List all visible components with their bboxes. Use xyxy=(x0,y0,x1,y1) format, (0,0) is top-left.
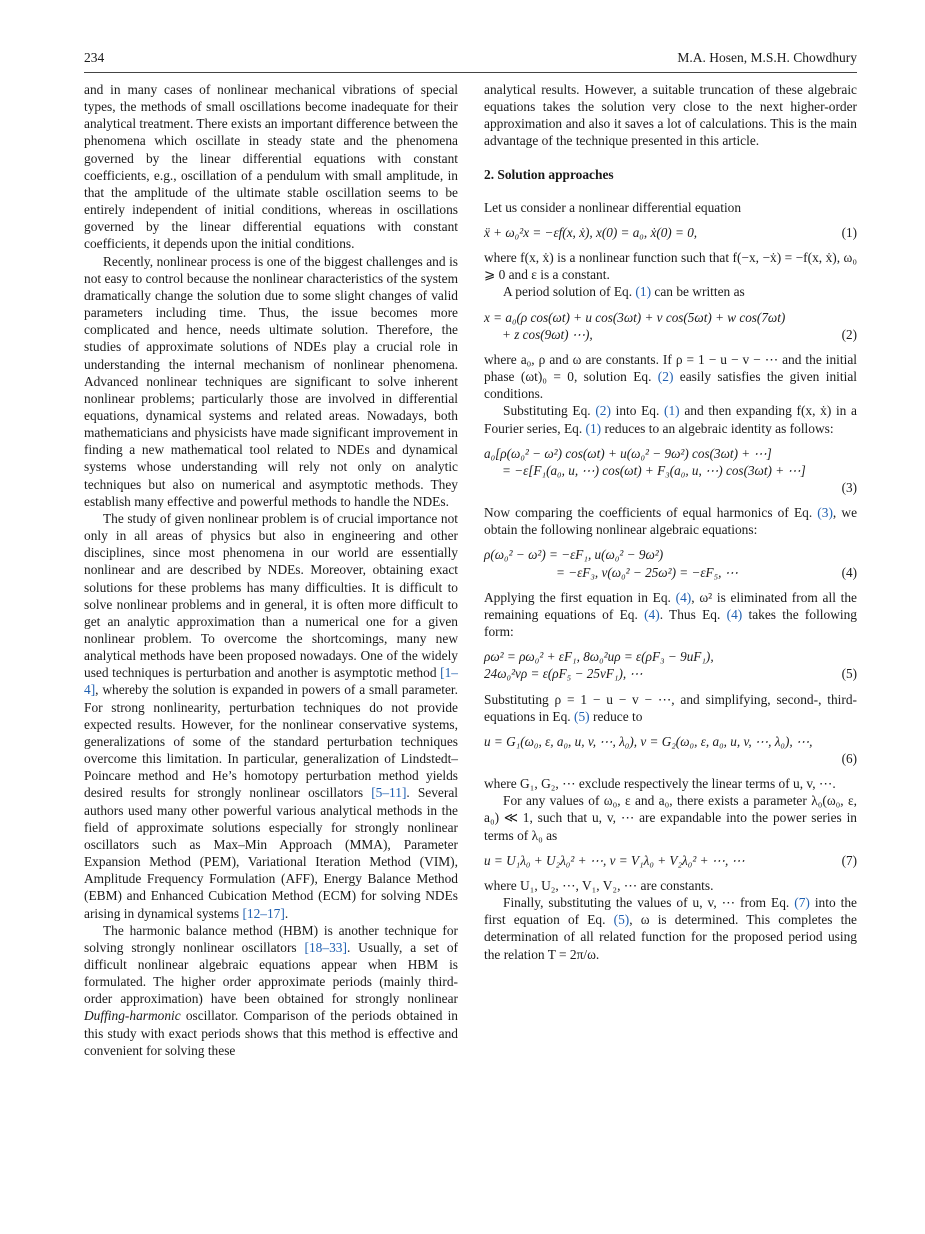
text-run: . Thus Eq. xyxy=(659,606,727,622)
page-number: 234 xyxy=(84,50,105,65)
text-run: , ω² is eliminated from all the remaining equations of Eq. xyxy=(484,589,857,622)
paragraph-for-any: For any values of ω₀, ε and a₀, there exists a parameter λ₀(ω₀, ε, a₀) ≪ 1, such that u, v, ⋯ are expandable into the power series in terms of λ₀ as xyxy=(484,793,857,843)
text-run: reduces to an algebraic identity as follows: xyxy=(601,420,834,436)
text-run: easily satisfies the given initial conditions. xyxy=(484,369,857,402)
equation-number: (3) xyxy=(841,479,857,495)
equation-line: = −εF₃, v(ω₀² − 25ω²) = −εF₅, ⋯ xyxy=(556,564,738,580)
text-run: Now comparing the coefficients of equal harmonics of Eq. xyxy=(484,505,818,521)
right-column xyxy=(484,81,857,963)
citation-link[interactable]: [18–33] xyxy=(304,939,347,955)
equation-ref-link[interactable]: (4) xyxy=(644,606,660,622)
running-header xyxy=(84,50,857,72)
equation-ref-link[interactable]: (2) xyxy=(657,369,674,385)
text-run: into the first equation of Eq. xyxy=(484,895,857,928)
text-run: takes the following form: xyxy=(484,606,857,640)
text-run: The study of given nonlinear problem is of crucial importance not only in all areas of physics but also in engineering and other disciplines, since most phenomena in our world are essentially nonlinear and are described by NDEs. Moreover, obtaining exact solutions for these problems has many difficulties. It is difficult to solve nonlinear problems and in general, it is often more difficult to get an analytic approximation than a numerical one for a given nonlinear problem. To overcome the shortcomings, many new analytical methods have been proposed nowadays. One of the widely used techniques is perturbation and another is asymptotic method xyxy=(84,510,458,681)
paragraph-applying xyxy=(484,589,857,640)
text-run: Substituting ρ = 1 − u − v − ⋯, and simplifying, second-, third- equations in Eq. xyxy=(484,691,857,724)
text-run: . Several authors used many other powerful various analytical methods in the field of approximate solutions especially for strongly nonlinear oscillators such as Max–Min Approach (MMA), Parameter Expansion Method (PEM), Variational Iteration Method (VIM), Amplitude Frequency Formulation (AFF), Energy Balance Method (EBM) and Enhanced Cubication Method (ECM) for solving NDEs arising in dynamical systems xyxy=(84,785,458,921)
text-run: , ω is determined. This completes the determination of all related function for the proposed period using the relation T = 2π/ω. xyxy=(484,912,857,962)
equation-line: + z cos(9ωt) ⋯), xyxy=(502,326,593,342)
text-run: where a₀, ρ and ω are constants. If ρ = 1 − u − v − ⋯ and the initial phase (ωt)₀ = 0, solution Eq. xyxy=(484,351,857,385)
equation-7 xyxy=(484,852,857,869)
text-run: into Eq. xyxy=(610,403,665,419)
paragraph-comparing xyxy=(484,504,857,538)
equation-ref-link[interactable]: (2) xyxy=(595,403,611,419)
citation-link[interactable]: [1–4] xyxy=(84,665,458,698)
text-run: and then expanding f(x, ẋ) in a Fourier series, Eq. xyxy=(484,403,857,436)
equation-number: (1) xyxy=(841,224,857,240)
equation-1 xyxy=(484,224,857,241)
paragraph-where-g: where G₁, G₂, ⋯ exclude respectively the linear terms of u, v, ⋯. xyxy=(484,776,836,792)
paragraph-intro: Let us consider a nonlinear differential equation xyxy=(484,199,742,215)
header-rule xyxy=(84,72,857,73)
equation-number: (2) xyxy=(841,326,857,342)
paragraph-substituting-rho xyxy=(484,691,857,725)
text-run: Finally, substituting the values of u, v, ⋯ from Eq. xyxy=(503,895,795,911)
paragraph-continuation: analytical results. However, a suitable truncation of these algebraic equations takes the solution very close to the next higher-order approximation and also it saves a lot of calculations. This is the main advantage of the technique presented in this article. xyxy=(484,82,857,149)
equation-ref-link[interactable]: (1) xyxy=(585,420,602,436)
text-run: Applying the first equation in Eq. xyxy=(484,589,676,605)
equation-2 xyxy=(484,309,857,343)
equation-number: (7) xyxy=(841,852,857,868)
paragraph-substituting xyxy=(484,402,857,436)
equation-number: (5) xyxy=(841,666,857,682)
text-run: , we obtain the following nonlinear algebraic equations: xyxy=(484,505,858,538)
equation-6 xyxy=(484,733,857,767)
text-run: The harmonic balance method (HBM) is another technique for solving strongly nonlinear oscillators xyxy=(84,922,458,955)
equation-ref-link[interactable]: (5) xyxy=(574,708,590,724)
equation-ref-link[interactable]: (4) xyxy=(675,589,692,605)
citation-link[interactable]: [5–11] xyxy=(371,785,407,801)
equation-5 xyxy=(484,648,857,682)
paragraph-where-u: where U₁, U₂, ⋯, V₁, V₂, ⋯ are constants. xyxy=(484,877,714,893)
equation-line: a₀[ρ(ω₀² − ω²) cos(ωt) + u(ω₀² − 9ω²) cos(3ωt) + ⋯] xyxy=(484,445,772,461)
text-run: reduce to xyxy=(589,708,643,724)
equation-ref-link[interactable]: (5) xyxy=(613,912,630,928)
text-run: . xyxy=(284,905,289,921)
paragraph-hbm xyxy=(84,922,458,1059)
paragraph-nonlinear-process: Recently, nonlinear process is one of the biggest challenges and is not easy to control because the nonlinear characteristics of the system dramatically change the solution due to some slight changes of valid parameters including time. Thus, the issue becomes more complicated and hence, needs ultimate solution. Therefore, the studies of approximate solutions of NDEs play a crucial role in understanding the internal mechanism of nonlinear phenomena. Advanced nonlinear techniques are significant to solve inherent nonlinear problems; particularly those are involved in differential equations, dynamical systems and related areas. Nowadays, both mathematicians and physicists have made significant improvement in finding a new mathematical tool related to NDEs and dynamical systems whose understanding will rely not only on analytic techniques but also on numerical and asymptotic methods. They establish many effective and powerful methods to handle the NDEs. xyxy=(84,253,458,509)
equation-line: x = a₀(ρ cos(ωt) + u cos(3ωt) + v cos(5ωt) + w cos(7ωt) xyxy=(484,309,786,325)
paragraph-nonlinear-study xyxy=(84,510,458,922)
paragraph-finally xyxy=(484,894,857,963)
text-run: oscillator. Comparison of the periods obtained in this study with exact periods shows that this method is effective and convenient for solving these xyxy=(84,1008,458,1058)
equation-line: u = G₁(ω₀, ε, a₀, u, v, ⋯, λ₀), v = G₂(ω₀, ε, a₀, u, v, ⋯, λ₀), ⋯, xyxy=(484,733,813,749)
equation-ref-link[interactable]: (3) xyxy=(817,505,833,521)
text-run: A period solution of Eq. xyxy=(503,284,636,300)
equation-number: (6) xyxy=(841,751,857,766)
equation-number: (4) xyxy=(841,564,857,580)
emphasis-duffing: Duffing-harmonic xyxy=(84,1008,181,1024)
equation-ref-link[interactable]: (1) xyxy=(664,403,680,419)
text-run: Substituting Eq. xyxy=(503,403,596,419)
equation-body: ẍ + ω₀²x = −εf(x, ẋ), x(0) = a₀, ẋ(0) = 0, xyxy=(484,224,698,240)
running-authors: M.A. Hosen, M.S.H. Chowdhury xyxy=(677,50,857,65)
left-column xyxy=(84,81,458,1059)
equation-body: u = U₁λ₀ + U₂λ₀² + ⋯, v = V₁λ₀ + V₂λ₀² + ⋯, ⋯ xyxy=(484,852,745,868)
text-run: . Usually, a set of difficult nonlinear algebraic equations appear when HBM is formulated. The higher order approximate periods (mainly third-order approximation) have been obtained for strongly nonlinear xyxy=(84,939,458,1007)
paragraph-period-solution xyxy=(484,283,857,300)
citation-link[interactable]: [12–17] xyxy=(242,905,285,921)
equation-line: 24ω₀²vρ = ε(ρF₅ − 25vF₁), ⋯ xyxy=(484,666,643,682)
equation-ref-link[interactable]: (4) xyxy=(726,606,743,622)
section-heading: 2. Solution approaches xyxy=(484,166,614,182)
equation-line: ρω² = ρω₀² + εF₁, 8ω₀²uρ = ε(ρF₃ − 9uF₁), xyxy=(484,649,714,665)
equation-line: = −ε[F₁(a₀, u, ⋯) cos(ωt) + F₃(a₀, u, ⋯) cos(3ωt) + ⋯] xyxy=(502,462,806,478)
paragraph-continuation: and in many cases of nonlinear mechanical vibrations of special types, the methods of small oscillations become inadequate for their analytical treatment. There exists an important difference between the phenomena which oscillate in steady state and the phenomena governed by the linear differential equations with constant coefficients, e.g., oscillation of a pendulum with small amplitude, in that the amplitude of the ultimate stable oscillation seems to be entirely independent of initial conditions, whereas in oscillations governed by the linear differential equations with constant coefficients, it depends upon the initial conditions. xyxy=(84,82,458,252)
paragraph-where-f: where f(x, ẋ) is a nonlinear function such that f(−x, −ẋ) = −f(x, ẋ), ω₀ ⩾ 0 and ε is a constant. xyxy=(484,250,857,283)
equation-3 xyxy=(484,445,857,496)
equation-ref-link[interactable]: (1) xyxy=(635,284,652,300)
equation-4 xyxy=(484,546,857,580)
equation-line: ρ(ω₀² − ω²) = −εF₁, u(ω₀² − 9ω²) xyxy=(484,547,664,563)
paragraph-constants xyxy=(484,351,857,402)
equation-ref-link[interactable]: (7) xyxy=(794,895,810,911)
text-run: , whereby the solution is expanded in powers of a small parameter. For strong nonlinearity, perturbation techniques do not provide expected results. However, for the nonlinear conservative systems, generalizations of some of the standard perturbation techniques overcome this limitation. In particular, generalization of Lindstedt–Poincare method and He’s homotopy perturbation method yields desired results for strongly nonlinear oscillators xyxy=(84,682,458,801)
text-run: can be written as xyxy=(651,284,745,300)
